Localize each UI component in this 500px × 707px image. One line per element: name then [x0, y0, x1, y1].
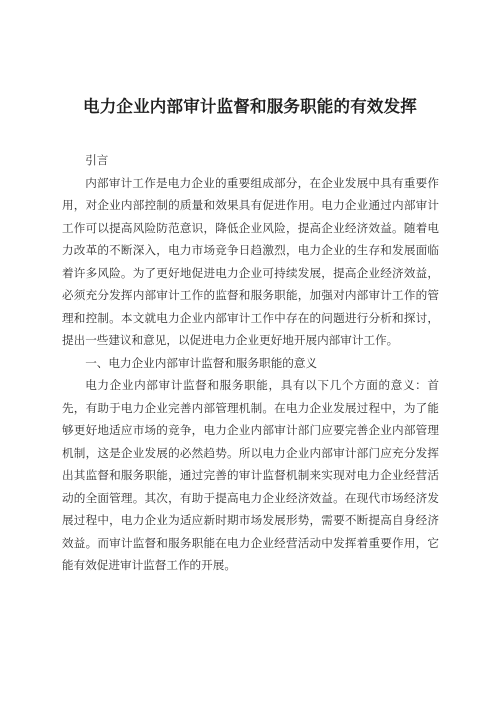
section-1-paragraph: 电力企业内部审计监督和服务职能，具有以下几个方面的意义：首先，有助于电力企业完善内部管理机制。在电力企业发展过程中，为了能够更好地适应市场的竞争，电力企业内部审计部门应要完善企业内部管理机制，这是企业发展的必然趋势。所以电力企业内部审计部门应充分发挥出其监督和服务职能，通过完善的审计监督机制来实现对电力企业经营活动的全面管理。其次，有助于提高电力企业经济效益。在现代市场经济发展过程中，电力企业为适应新时期市场发展形势，需要不断提高自身经济效益。而审计监督和服务职能在电力企业经营活动中发挥着重要作用，它能有效促进审计监督工作的开展。	[62, 378, 439, 572]
document-title: 电力企业内部审计监督和服务职能的有效发挥	[83, 97, 417, 116]
intro-paragraph: 内部审计工作是电力企业的重要组成部分，在企业发展中具有重要作用，对企业内部控制的质量和效果具有促进作用。电力企业通过内部审计工作可以提高风险防范意识，降低企业风险，提高企业经济效益。随着电力改革的不断深入，电力市场竞争日趋激烈，电力企业的生存和发展面临着许多风险。为了更好地促进电力企业可持续发展，提高企业经济效益，必须充分发挥内部审计工作的监督和服务职能，加强对内部审计工作的管理和控制。本文就电力企业内部审计工作中存在的问题进行分析和探讨，提出一些建议和意见，以促进电力企业更好地开展内部审计工作。	[62, 175, 439, 347]
intro-heading: 引言	[85, 153, 109, 167]
section-1-heading: 一、电力企业内部审计监督和服务职能的意义	[85, 355, 318, 370]
document-body	[62, 149, 439, 577]
